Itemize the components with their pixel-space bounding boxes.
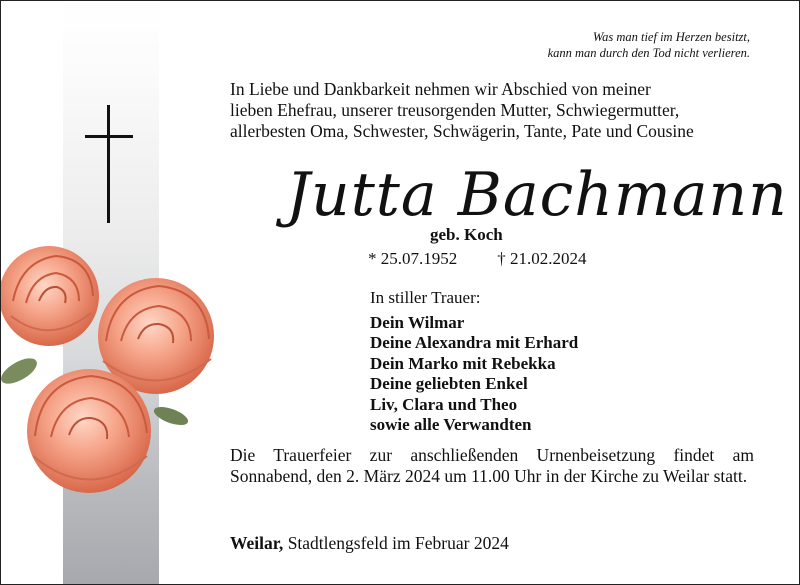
intro-line: lieben Ehefrau, unserer treusorgenden Mutter, Schwiegermutter,	[230, 100, 680, 120]
place-name: Weilar,	[230, 533, 284, 553]
mourning-heading: In stiller Trauer:	[370, 288, 481, 307]
epigraph-quote	[430, 29, 750, 61]
place-rest: Stadtlengsfeld im Februar 2024	[283, 533, 509, 553]
mourner-item: sowie alle Verwandten	[370, 415, 532, 435]
life-dates	[368, 249, 587, 269]
quote-line: Was man tief im Herzen besitzt,	[592, 30, 750, 44]
mourner-item: Dein Wilmar	[370, 313, 465, 332]
mourner-item: Dein Marko mit Rebekka	[370, 353, 556, 373]
quote-line: kann man durch den Tod nicht verlieren.	[547, 46, 750, 60]
cross-icon	[85, 105, 133, 225]
mourners-list	[370, 313, 578, 435]
intro-line: allerbesten Oma, Schwester, Schwägerin, Tante, Pate und Cousine	[230, 121, 694, 141]
mourner-item: Liv, Clara und Theo	[370, 394, 518, 414]
intro-line: In Liebe und Dankbarkeit nehmen wir Abschied von meiner	[230, 79, 651, 99]
maiden-name: geb. Koch	[430, 225, 503, 244]
deceased-name: Jutta Bachmann	[286, 160, 788, 230]
mourner-item: Deine Alexandra mit Erhard	[370, 333, 579, 353]
place-date-line	[230, 533, 509, 554]
mourner-item: Deine geliebten Enkel	[370, 374, 528, 394]
death-date: † 21.02.2024	[497, 249, 587, 268]
intro-text	[230, 79, 760, 142]
birth-date: * 25.07.1952	[368, 249, 458, 268]
service-announcement: Die Trauerfeier zur anschließenden Urnenbeisetzung findet am Sonnabend, den 2. März 2024 um 11.00 Uhr in der Kirche zu Weilar statt.	[230, 445, 754, 486]
roses-image	[1, 241, 226, 501]
